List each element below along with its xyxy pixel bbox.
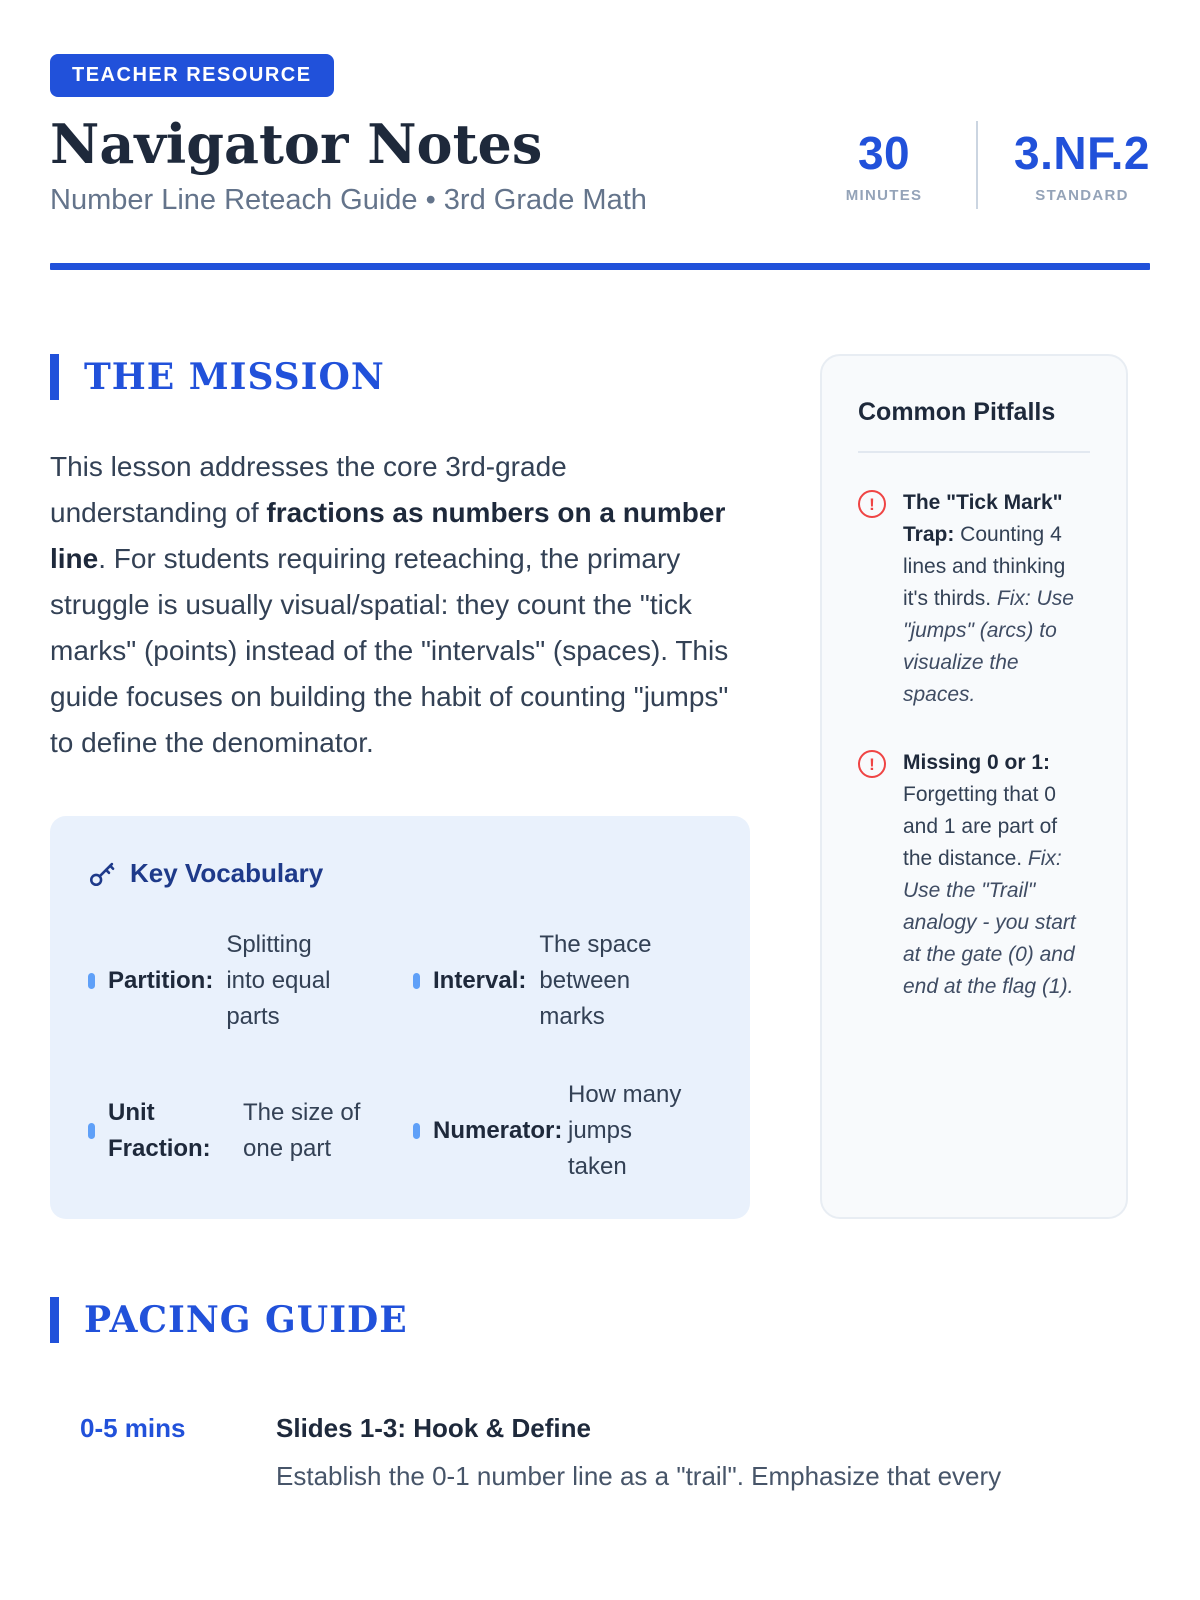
stats-divider (976, 121, 978, 209)
pitfall-label: Missing 0 or 1: (903, 751, 1051, 775)
header-divider (50, 263, 1150, 270)
pitfalls-divider (858, 451, 1090, 453)
stat-minutes-value: 30 (857, 127, 911, 180)
vocab-item-numerator (413, 1077, 712, 1185)
pitfall-item-tick-mark-trap (858, 487, 1090, 711)
pitfall-label: The "Tick Mark" Trap: (903, 491, 1063, 547)
vocab-item-unit-fraction (88, 1077, 387, 1185)
bullet-icon (413, 973, 420, 989)
stat-minutes-label: MINUTES (845, 187, 923, 205)
pitfall-text (903, 747, 1090, 1003)
header-stats (828, 121, 1150, 217)
key-vocabulary-box (50, 816, 750, 1219)
pacing-activity (276, 1413, 1150, 1495)
pitfall-fix: Fix: Use the "Trail" analogy - you start at the gate (0) and end at the flag (1). (903, 847, 1076, 999)
pacing-activity-title: Slides 1-3: Hook & Define (276, 1413, 591, 1444)
vocab-item-interval (413, 927, 712, 1035)
vocab-term: Partition: (108, 967, 214, 995)
vocab-definition: How many jumps taken (568, 1081, 682, 1181)
vocab-term: Interval: (433, 967, 527, 995)
vocab-item-partition (88, 927, 387, 1035)
pitfall-body: Forgetting that 0 and 1 are part of the distance. (903, 783, 1058, 871)
mission-heading-text: THE MISSION (84, 356, 385, 399)
common-pitfalls-card (820, 354, 1128, 1219)
pitfalls-title: Common Pitfalls (858, 398, 1056, 427)
bullet-icon (413, 1123, 420, 1139)
pitfall-fix: Fix: Use "jumps" (arcs) to visualize the spaces. (903, 587, 1074, 707)
vocab-title: Key Vocabulary (130, 858, 324, 889)
page-title: Navigator Notes (50, 112, 543, 176)
stat-standard-label: STANDARD (1035, 187, 1129, 205)
mission-text-lead: This lesson addresses the core 3rd-grade understanding of (50, 451, 567, 529)
stat-standard-value: 3.NF.2 (1014, 127, 1150, 180)
main-column (50, 354, 750, 1219)
heading-accent-bar (50, 1297, 59, 1343)
pacing-guide-section (50, 1297, 1150, 1495)
alert-circle-icon: ! (858, 490, 886, 518)
header-left (50, 0, 647, 217)
pacing-activity-description: Establish the 0-1 number line as a "trail". Emphasize that every (276, 1461, 1002, 1492)
vocab-title-row (88, 858, 712, 889)
heading-accent-bar (50, 354, 59, 400)
pacing-row-0-5 (50, 1413, 1150, 1495)
stat-standard (1014, 126, 1150, 204)
pitfall-text (903, 487, 1090, 711)
mission-text-bold: fractions as numbers on a number line (50, 497, 726, 575)
vocab-definition: Splitting into equal parts (226, 931, 331, 1031)
teacher-resource-badge: TEACHER RESOURCE (50, 54, 334, 97)
vocab-term: Unit Fraction: (108, 1099, 211, 1163)
pacing-heading-text: PACING GUIDE (84, 1299, 408, 1342)
key-icon (88, 860, 116, 888)
vocab-grid (88, 927, 712, 1185)
alert-circle-icon: ! (858, 750, 886, 778)
bullet-icon (88, 973, 95, 989)
vocab-definition: The size of one part (243, 1099, 361, 1163)
pacing-time: 0-5 mins (80, 1413, 186, 1444)
mission-text-rest: . For students requiring reteaching, the primary struggle is usually visual/spatial: they count the "tick marks" (points) instead of the "intervals" (spaces). This guide focuses on building the habit of counting "jumps" to define the denominator. (50, 543, 729, 759)
bullet-icon (88, 1123, 95, 1139)
mission-heading (50, 354, 750, 400)
stat-minutes (828, 126, 940, 204)
page-subtitle: Number Line Reteach Guide • 3rd Grade Math (50, 184, 647, 217)
main-content (50, 354, 1150, 1219)
header (50, 0, 1150, 217)
vocab-definition: The space between marks (539, 931, 652, 1031)
pitfall-body: Counting 4 lines and thinking it's thirds. (903, 523, 1066, 611)
pitfall-item-missing-0-or-1 (858, 747, 1090, 1003)
vocab-term: Numerator: (433, 1117, 563, 1145)
mission-paragraph (50, 444, 750, 766)
pacing-heading (50, 1297, 1150, 1343)
